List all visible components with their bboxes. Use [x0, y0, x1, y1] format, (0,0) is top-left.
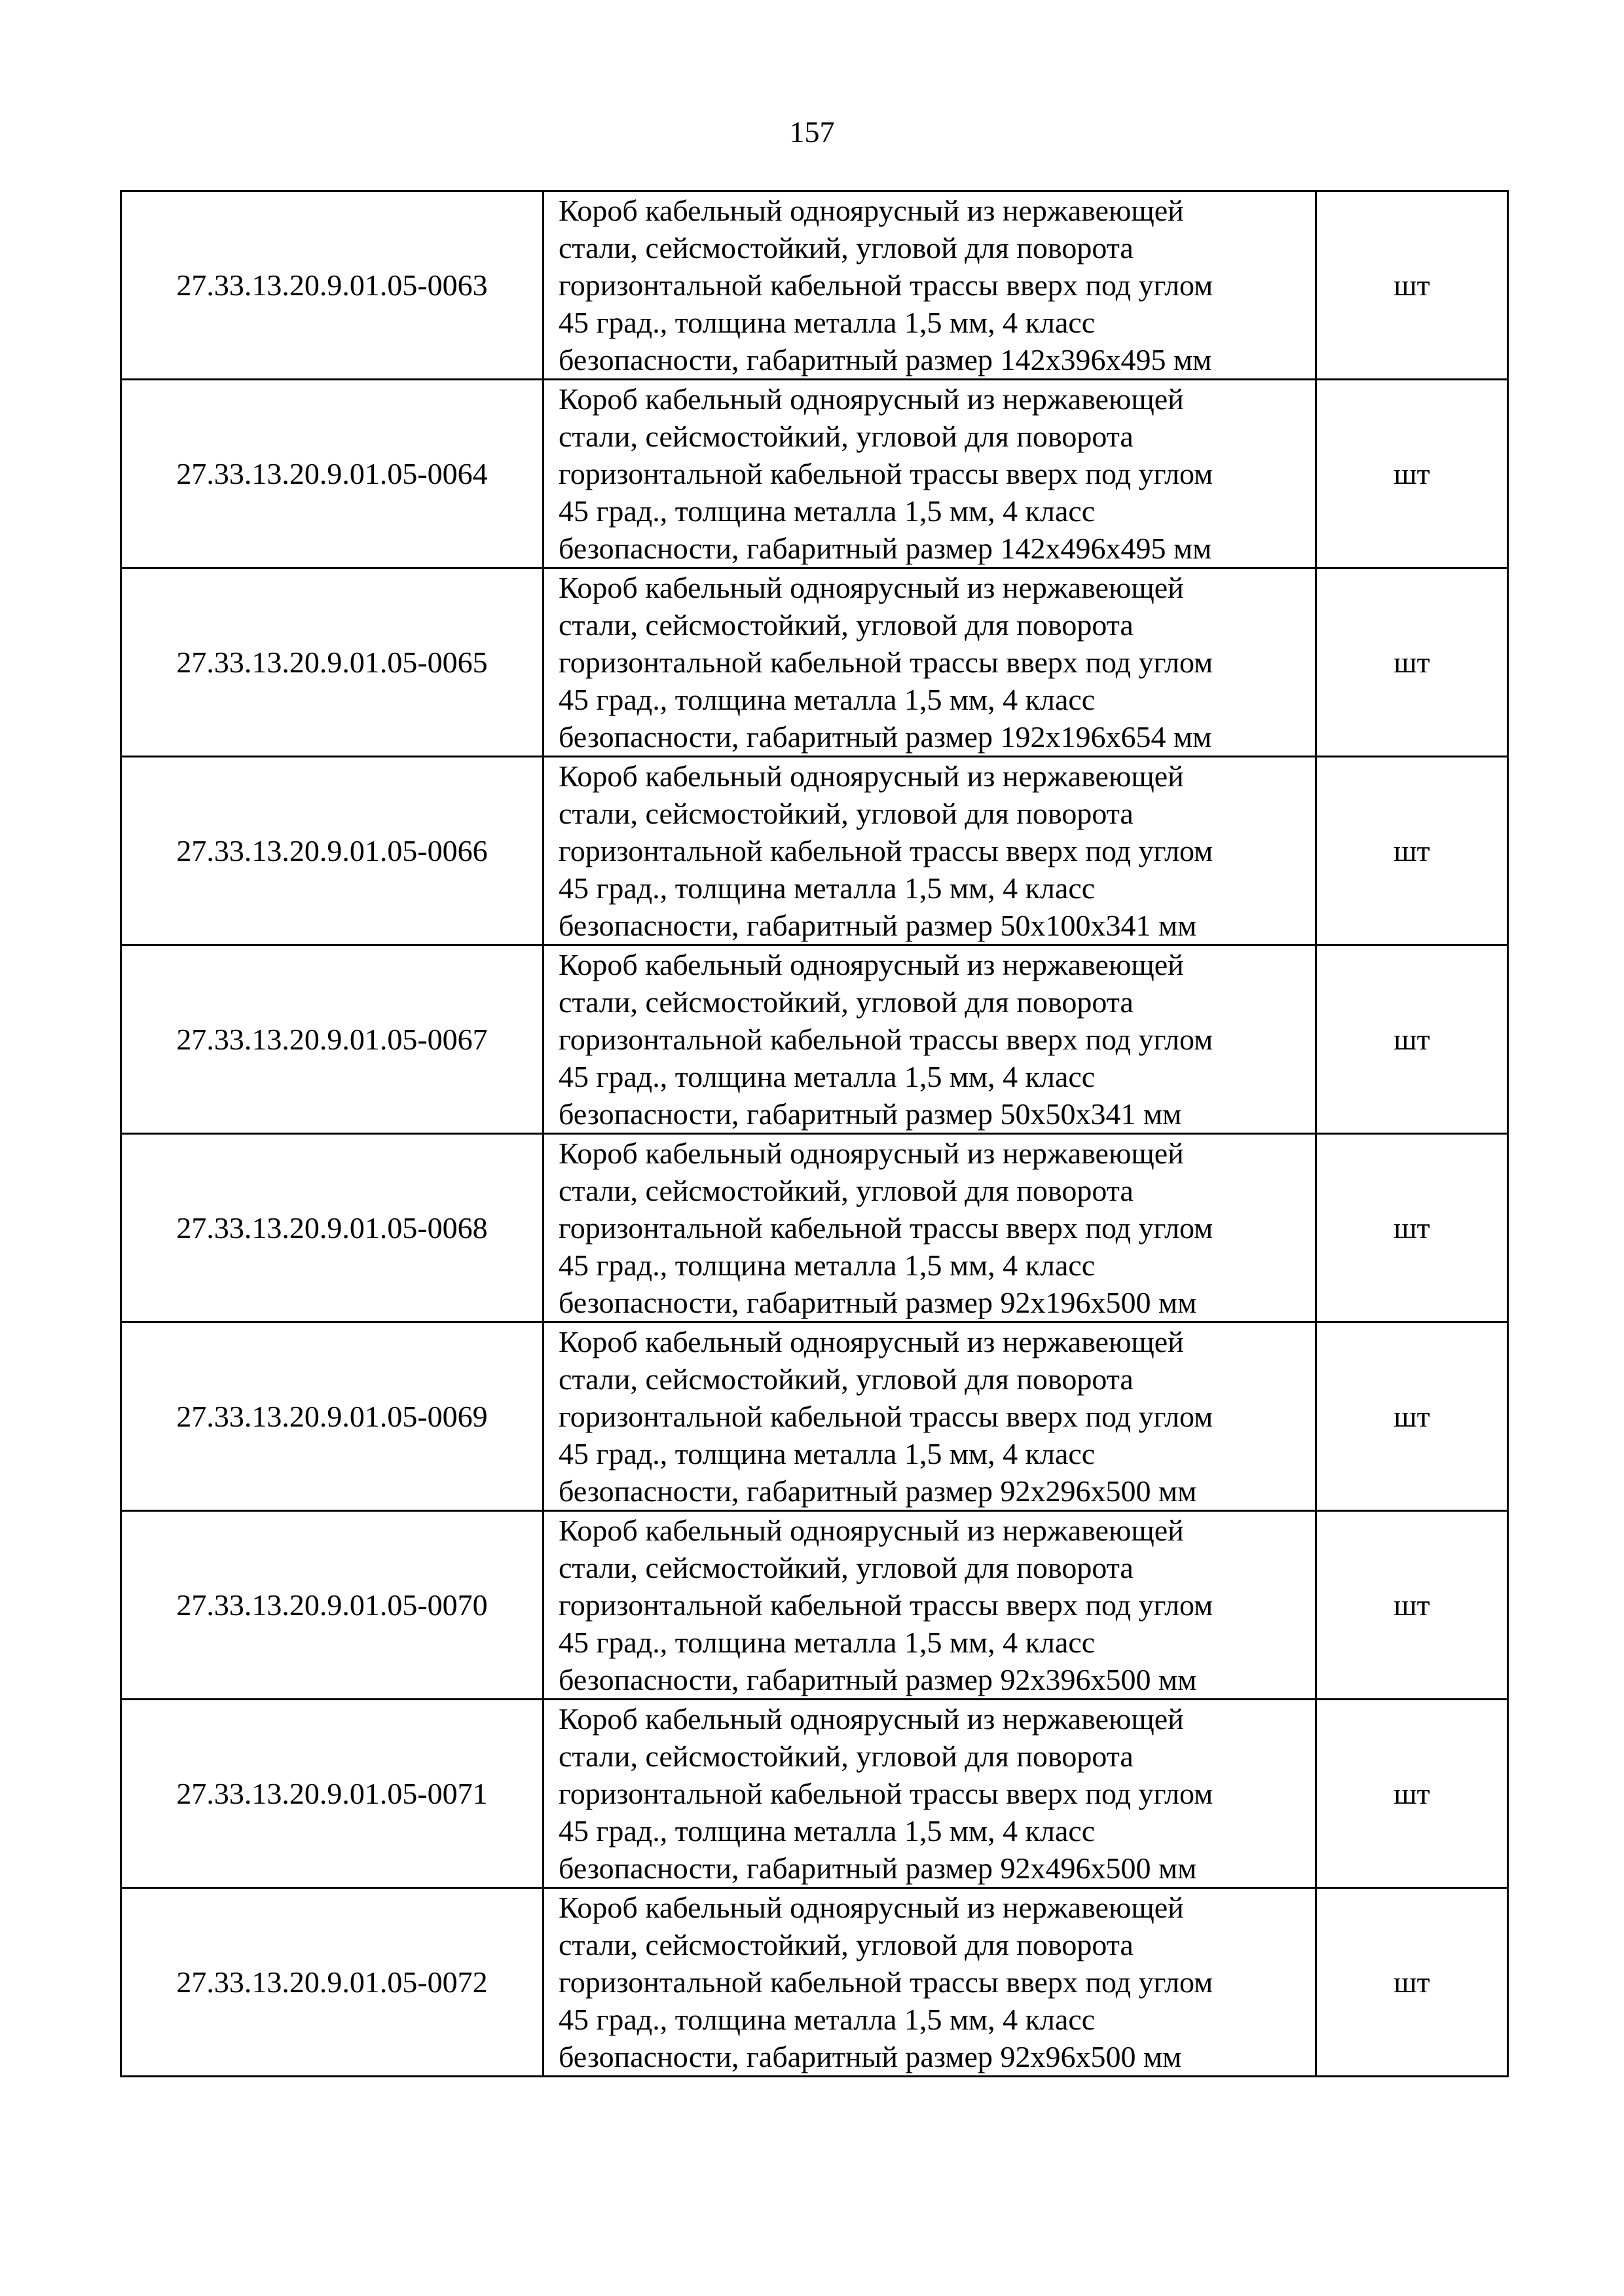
description-line: стали, сейсмостойкий, угловой для поворота — [559, 1362, 1134, 1396]
description-line: Короб кабельный одноярусный из нержавеющей — [559, 1702, 1184, 1736]
description-line: 45 град., толщина металла 1,5 мм, 4 класс — [559, 2003, 1096, 2036]
table-row — [121, 380, 1508, 568]
resource-description — [544, 568, 1316, 757]
table-row — [121, 191, 1508, 380]
description-line: безопасности, габаритный размер 192х196х654 мм — [559, 720, 1212, 754]
description-line: горизонтальной кабельной трассы вверх под углом — [559, 646, 1213, 679]
resource-code: 27.33.13.20.9.01.05-0072 — [121, 1888, 544, 2077]
resource-code: 27.33.13.20.9.01.05-0066 — [121, 757, 544, 945]
description-line: стали, сейсмостойкий, угловой для поворота — [559, 420, 1134, 453]
description-line: безопасности, габаритный размер 50х100х341 мм — [559, 909, 1197, 942]
description-line: горизонтальной кабельной трассы вверх под углом — [559, 457, 1213, 490]
description-line: безопасности, габаритный размер 50х50х341 мм — [559, 1097, 1182, 1131]
unit-of-measure: шт — [1316, 1888, 1508, 2077]
resource-code: 27.33.13.20.9.01.05-0065 — [121, 568, 544, 757]
description-line: 45 град., толщина металла 1,5 мм, 4 класс — [559, 1437, 1096, 1470]
table-row — [121, 1134, 1508, 1322]
resource-description — [544, 380, 1316, 568]
resource-description — [544, 1700, 1316, 1888]
resource-code: 27.33.13.20.9.01.05-0069 — [121, 1322, 544, 1511]
table-row — [121, 1322, 1508, 1511]
resource-description — [544, 1322, 1316, 1511]
description-line: Короб кабельный одноярусный из нержавеющей — [559, 571, 1184, 604]
description-line: Короб кабельный одноярусный из нержавеющей — [559, 759, 1184, 793]
description-line: 45 град., толщина металла 1,5 мм, 4 класс — [559, 306, 1096, 339]
description-line: горизонтальной кабельной трассы вверх под углом — [559, 1211, 1213, 1245]
resource-code: 27.33.13.20.9.01.05-0063 — [121, 191, 544, 380]
page-number: 157 — [789, 115, 835, 149]
description-line: стали, сейсмостойкий, угловой для поворота — [559, 608, 1134, 642]
description-line: горизонтальной кабельной трассы вверх под углом — [559, 1023, 1213, 1056]
resource-description — [544, 1511, 1316, 1700]
table-row — [121, 1888, 1508, 2077]
description-line: безопасности, габаритный размер 92х196х500 мм — [559, 1286, 1197, 1319]
description-line: стали, сейсмостойкий, угловой для поворота — [559, 231, 1134, 264]
description-line: 45 град., толщина металла 1,5 мм, 4 класс — [559, 494, 1096, 528]
description-line: стали, сейсмостойкий, угловой для поворота — [559, 797, 1134, 830]
description-line: 45 град., толщина металла 1,5 мм, 4 класс — [559, 1814, 1096, 1848]
table-row — [121, 757, 1508, 945]
description-line: безопасности, габаритный размер 92х96х500 мм — [559, 2040, 1182, 2073]
description-line: Короб кабельный одноярусный из нержавеющей — [559, 1325, 1184, 1358]
resource-code: 27.33.13.20.9.01.05-0068 — [121, 1134, 544, 1322]
description-line: горизонтальной кабельной трассы вверх под углом — [559, 1588, 1213, 1622]
description-line: Короб кабельный одноярусный из нержавеющей — [559, 1137, 1184, 1170]
description-line: горизонтальной кабельной трассы вверх под углом — [559, 1400, 1213, 1433]
resource-code: 27.33.13.20.9.01.05-0067 — [121, 945, 544, 1134]
description-line: безопасности, габаритный размер 92х496х500 мм — [559, 1851, 1197, 1885]
description-line: стали, сейсмостойкий, угловой для поворота — [559, 1928, 1134, 1961]
description-line: Короб кабельный одноярусный из нержавеющей — [559, 948, 1184, 981]
description-line: горизонтальной кабельной трассы вверх под углом — [559, 268, 1213, 302]
description-line: Короб кабельный одноярусный из нержавеющей — [559, 382, 1184, 416]
resource-description — [544, 757, 1316, 945]
table-row — [121, 1700, 1508, 1888]
resource-code: 27.33.13.20.9.01.05-0070 — [121, 1511, 544, 1700]
unit-of-measure: шт — [1316, 1511, 1508, 1700]
description-line: Короб кабельный одноярусный из нержавеющей — [559, 1514, 1184, 1547]
description-line: безопасности, габаритный размер 142х396х495 мм — [559, 343, 1212, 376]
description-line: 45 град., толщина металла 1,5 мм, 4 класс — [559, 1626, 1096, 1659]
description-line: безопасности, габаритный размер 92х296х500 мм — [559, 1474, 1197, 1508]
description-line: 45 град., толщина металла 1,5 мм, 4 класс — [559, 1248, 1096, 1282]
description-line: стали, сейсмостойкий, угловой для поворота — [559, 1174, 1134, 1207]
table-row — [121, 945, 1508, 1134]
description-line: безопасности, габаритный размер 142х496х495 мм — [559, 532, 1212, 565]
unit-of-measure: шт — [1316, 568, 1508, 757]
description-line: 45 град., толщина металла 1,5 мм, 4 класс — [559, 871, 1096, 905]
description-line: 45 град., толщина металла 1,5 мм, 4 класс — [559, 683, 1096, 716]
table-row — [121, 1511, 1508, 1700]
table-row — [121, 568, 1508, 757]
unit-of-measure: шт — [1316, 757, 1508, 945]
unit-of-measure: шт — [1316, 1322, 1508, 1511]
description-line: безопасности, габаритный размер 92х396х500 мм — [559, 1663, 1197, 1696]
resource-description — [544, 191, 1316, 380]
description-line: 45 град., толщина металла 1,5 мм, 4 класс — [559, 1060, 1096, 1093]
resource-description — [544, 945, 1316, 1134]
description-line: стали, сейсмостойкий, угловой для поворота — [559, 1551, 1134, 1584]
resource-description — [544, 1134, 1316, 1322]
description-line: горизонтальной кабельной трассы вверх под углом — [559, 1965, 1213, 1999]
description-line: Короб кабельный одноярусный из нержавеющей — [559, 194, 1184, 227]
unit-of-measure: шт — [1316, 380, 1508, 568]
resource-code: 27.33.13.20.9.01.05-0071 — [121, 1700, 544, 1888]
resource-table — [120, 190, 1509, 2077]
unit-of-measure: шт — [1316, 945, 1508, 1134]
unit-of-measure: шт — [1316, 1134, 1508, 1322]
description-line: горизонтальной кабельной трассы вверх под углом — [559, 834, 1213, 867]
unit-of-measure: шт — [1316, 1700, 1508, 1888]
description-line: Короб кабельный одноярусный из нержавеющей — [559, 1891, 1184, 1924]
description-line: стали, сейсмостойкий, угловой для поворота — [559, 985, 1134, 1019]
description-line: стали, сейсмостойкий, угловой для поворота — [559, 1740, 1134, 1773]
description-line: горизонтальной кабельной трассы вверх под углом — [559, 1777, 1213, 1810]
resource-code: 27.33.13.20.9.01.05-0064 — [121, 380, 544, 568]
unit-of-measure: шт — [1316, 191, 1508, 380]
resource-description — [544, 1888, 1316, 2077]
